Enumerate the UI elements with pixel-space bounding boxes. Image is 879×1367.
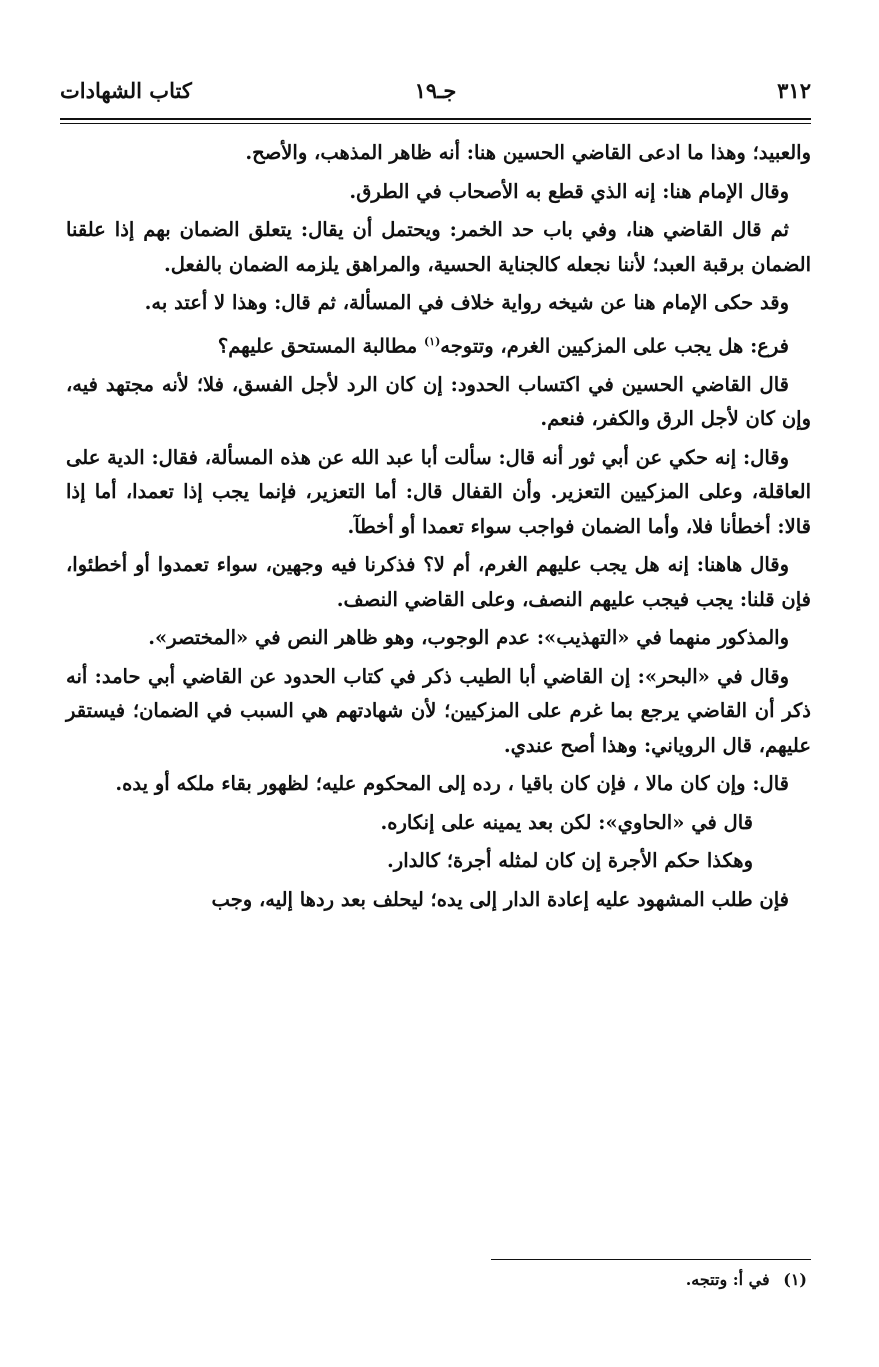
- branch-paragraph: [66, 325, 811, 364]
- paragraph: والمذكور منهما في «التهذيب»: عدم الوجوب، وهو ظاهر النص في «المختصر».: [148, 626, 789, 649]
- paragraph: وقال الإمام هنا: إنه الذي قطع به الأصحاب في الطرق.: [349, 179, 789, 203]
- page-number: ٣١٢: [777, 78, 811, 103]
- branch-tail: مطالبة المستحق عليهم؟: [217, 334, 418, 357]
- branch-lead: فرع: هل يجب على المزكيين الغرم، وتتوجه: [440, 334, 789, 357]
- paragraph: قال في «الحاوي»: لكن بعد يمينه على إنكاره.: [380, 810, 753, 834]
- paragraph: قال: وإن كان مالا ، فإن كان باقيا ، رده إلى المحكوم عليه؛ لظهور بقاء ملكه أو يده.: [115, 772, 789, 795]
- paragraph: وهكذا حكم الأجرة إن كان لمثله أجرة؛ كالدار.: [387, 849, 753, 872]
- page-header: [60, 78, 811, 112]
- page-body: [66, 136, 811, 921]
- paragraph: وقال هاهنا: إنه هل يجب عليهم الغرم، أم لا؟ فذكرنا فيه وجهين، سواء تعمدوا أو أخطئوا، فإن قلنا: يجب فيجب عليهم النصف، وعلى القاضي النصف.: [66, 553, 811, 611]
- footnote-mark: (١): [783, 1270, 807, 1289]
- footnote-rule: [491, 1259, 811, 1260]
- paragraph: فإن طلب المشهود عليه إعادة الدار إلى يده؛ ليحلف بعد ردها إليه، وجب: [211, 887, 789, 911]
- header-rule-thin: [60, 123, 811, 124]
- volume-label: جـ١٩: [414, 78, 457, 103]
- paragraph: قال القاضي الحسين في اكتساب الحدود: إن كان الرد لأجل الفسق، فلا؛ لأنه مجتهد فيه، وإن كان لأجل الرق والكفر، فنعم.: [66, 372, 811, 430]
- footnote-text: في أ: وتتجه.: [685, 1270, 770, 1289]
- header-rule: [60, 118, 811, 120]
- paragraph: وقال: إنه حكي عن أبي ثور أنه قال: سألت أبا عبد الله عن هذه المسألة، فقال: الدية على العاقلة، وعلى المزكيين التعزير. وأن القفال قال: أما التعزير، فإنما يجب إذا تعمدا، أما إذا قالا: أخطأنا فلا، وأما الضمان فواجب سواء تعمدا أو أخطآ.: [66, 445, 811, 538]
- paragraph: وقد حكى الإمام هنا عن شيخه رواية خلاف في المسألة، ثم قال: وهذا لا أعتد به.: [144, 291, 789, 314]
- book-title: كتاب الشهادات: [60, 78, 192, 103]
- footnote: [66, 1270, 807, 1289]
- paragraph: وقال في «البحر»: إن القاضي أبا الطيب ذكر في كتاب الحدود عن القاضي أبي حامد: أنه ذكر أن القاضي يرجع بما غرم على المزكيين؛ لأن شهادتهم هي السبب في الضمان؛ فيستقر عليهم، قال الروياني: وهذا أصح عندي.: [66, 664, 811, 757]
- paragraph: والعبيد؛ وهذا ما ادعى القاضي الحسين هنا: أنه ظاهر المذهب، والأصح.: [245, 141, 811, 164]
- paragraph: ثم قال القاضي هنا، وفي باب حد الخمر: ويحتمل أن يقال: يتعلق الضمان بهم إذا علقنا الضمان برقبة العبد؛ لأننا نجعله كالجناية الحسية، والمراهق يلزمه الضمان بالفعل.: [66, 218, 811, 276]
- footnote-reference: (١): [423, 334, 441, 348]
